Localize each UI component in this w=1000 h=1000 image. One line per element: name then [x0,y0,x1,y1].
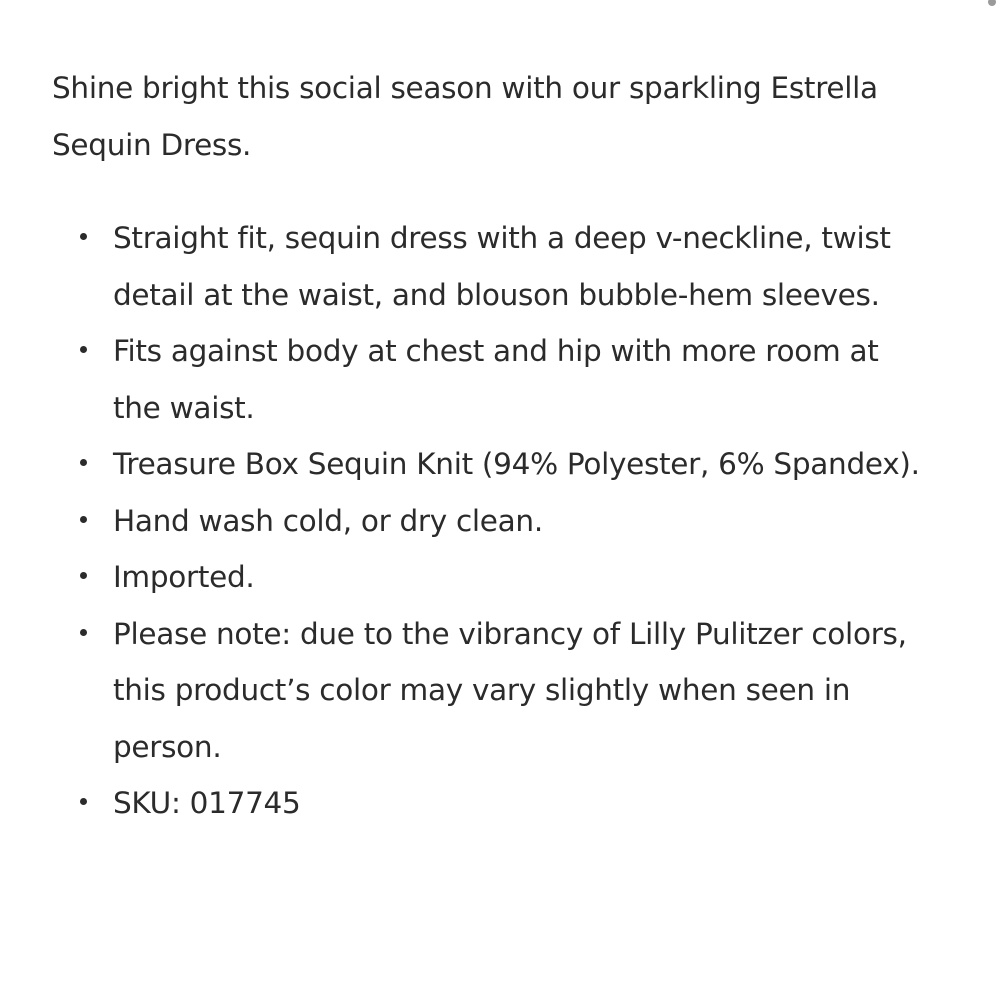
list-item [0,210,933,323]
list-item [0,606,933,776]
sku-text: SKU: 017745 [113,786,301,820]
list-item [0,323,933,436]
list-item [0,549,933,606]
list-item [0,436,933,493]
intro-paragraph: Shine bright this social season with our sparkling Estrella Sequin Dress. [52,71,878,162]
list-item-text: Treasure Box Sequin Knit (94% Polyester, 6% Spandex). [113,447,920,481]
list-item-text: Straight fit, sequin dress with a deep v-neckline, twist detail at the waist, and blouson bubble-hem sleeves. [113,221,891,312]
menu-dot-icon[interactable] [988,0,996,6]
list-item [0,493,933,550]
bullet-icon [80,233,87,240]
list-item-text: Fits against body at chest and hip with more room at the waist. [113,334,879,425]
bullet-icon [80,516,87,523]
feature-list [0,210,1000,832]
bullet-icon [80,459,87,466]
bullet-icon [80,346,87,353]
list-item-text: Imported. [113,560,255,594]
list-item-text: Please note: due to the vibrancy of Lilly Pulitzer colors, this product’s color may vary slightly when seen in person. [113,616,907,764]
sku-item [0,775,933,832]
bullet-icon [80,798,87,805]
bullet-icon [80,629,87,636]
bullet-icon [80,572,87,579]
list-item-text: Hand wash cold, or dry clean. [113,503,543,538]
